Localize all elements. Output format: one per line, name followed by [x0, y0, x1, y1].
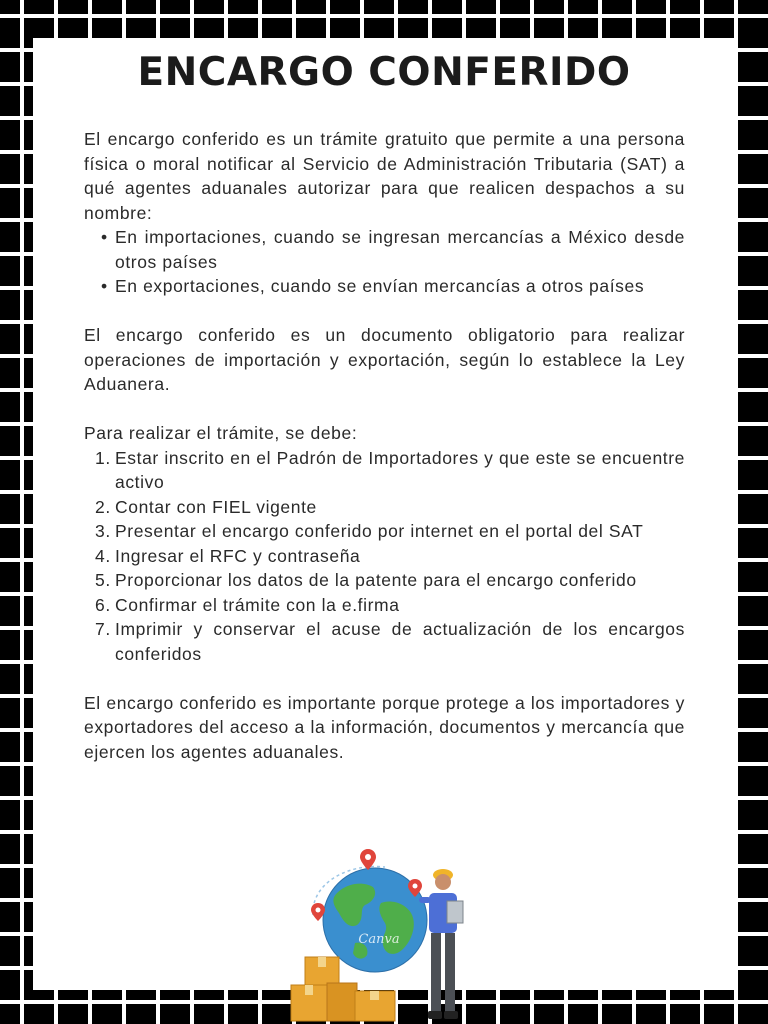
step-item: 1. Estar inscrito en el Padrón de Importadores y que este se encuentre activo [95, 447, 685, 492]
step-item: 5. Proporcionar los datos de la patente para el encargo conferido [95, 570, 637, 590]
steps-list [84, 446, 685, 667]
page-title: ENCARGO CONFERIDO [137, 50, 631, 95]
bullet-icon: • [101, 276, 108, 296]
watermark-text: Canva [358, 932, 400, 947]
worker-figure-icon [419, 869, 463, 1019]
step-item: 3. Presentar el encargo conferido por internet en el portal del SAT [95, 521, 644, 541]
list-item: • En importaciones, cuando se ingresan mercancías a México desde otros países [101, 227, 685, 272]
bullet-icon: • [101, 227, 108, 247]
step-item: 2. Contar con FIEL vigente [95, 496, 317, 517]
intro-paragraph: El encargo conferido es un trámite gratuito que permite a una persona física o moral notificar al Servicio de Administración Tributaria (SAT) a qué agentes aduanales autorizar para que realicen despachos a su nombre: [84, 129, 685, 223]
bullet-list [84, 225, 685, 299]
steps-intro: Para realizar el trámite, se debe: [84, 423, 358, 443]
logistics-illustration [285, 845, 485, 1024]
document-body [84, 127, 685, 764]
list-item: • En exportaciones, cuando se envían mercancías a otros países [84, 274, 685, 299]
step-item: 7. Imprimir y conservar el acuse de actualización de los encargos conferidos [95, 619, 685, 664]
step-item: 6. Confirmar el trámite con la e.firma [95, 594, 400, 615]
paragraph-obligatorio: El encargo conferido es un documento obligatorio para realizar operaciones de importación y exportación, según lo establece la Ley Aduanera. [84, 325, 685, 394]
step-item: 4. Ingresar el RFC y contraseña [95, 545, 361, 566]
conclusion-paragraph: El encargo conferido es importante porque protege a los importadores y exportadores del acceso a la información, documentos y mercancía que ejercen los agentes aduanales. [84, 692, 685, 762]
